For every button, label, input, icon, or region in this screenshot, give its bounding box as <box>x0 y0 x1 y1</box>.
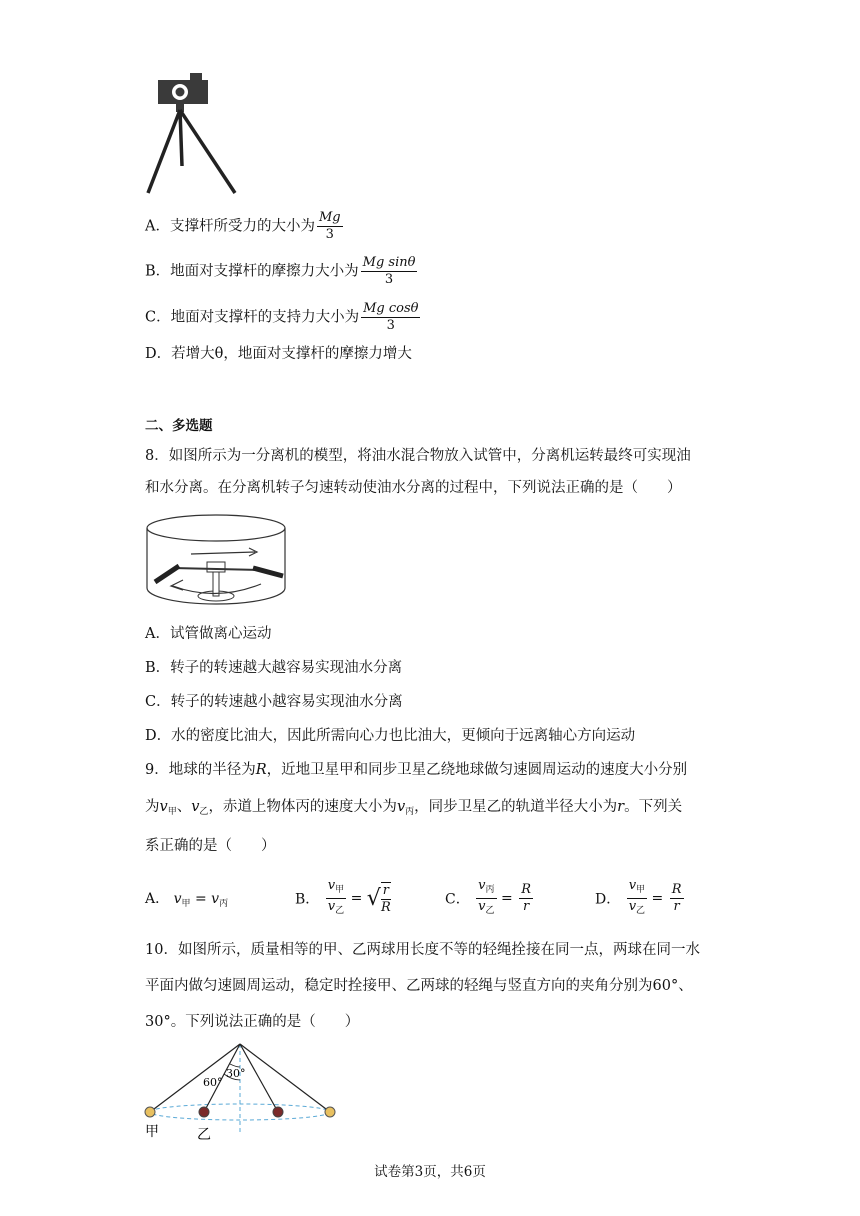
option-letter: A． <box>145 891 170 907</box>
equals: = <box>350 890 363 907</box>
var-v: v <box>211 891 220 907</box>
var-v: v <box>327 878 336 893</box>
fraction <box>476 878 496 919</box>
option-letter: A． <box>145 218 170 235</box>
label-yi: 乙 <box>197 1127 211 1143</box>
q9-stem-line2 <box>145 797 682 822</box>
var-R: R <box>521 882 531 897</box>
subscript: 甲 <box>167 807 177 817</box>
var-r: r <box>382 882 390 898</box>
subscript: 乙 <box>636 906 646 916</box>
option-letter: C． <box>445 891 470 908</box>
var-v: v <box>159 799 168 815</box>
option-letter: D． <box>145 346 172 362</box>
q9-option-d[interactable] <box>595 878 684 919</box>
section-title: 二、多选题 <box>145 418 213 434</box>
var-R: R <box>255 762 267 778</box>
q8-stem-line2: 和水分离。在分离机转子匀速转动使油水分离的过程中，下列说法正确的是（ ） <box>145 480 682 496</box>
var-r: r <box>617 799 625 815</box>
subscript: 乙 <box>335 906 345 916</box>
sqrt-sign-icon: √ <box>366 886 381 911</box>
subscript: 甲 <box>181 899 191 909</box>
fraction-numerator: Mg <box>318 210 341 225</box>
q7-option-b[interactable] <box>145 255 417 288</box>
page-footer: 试卷第3页，共6页 <box>374 1164 486 1180</box>
option-letter: C． <box>145 309 171 326</box>
angle-label-60: 60° <box>203 1076 223 1089</box>
var-v: v <box>173 891 182 907</box>
fraction-numerator: Mg cosθ <box>363 301 419 316</box>
fraction <box>361 301 420 334</box>
var-v: v <box>628 899 637 914</box>
stem-text: ，同步卫星乙的轨道半径大小为 <box>414 799 618 815</box>
q7-option-c[interactable] <box>145 301 420 334</box>
q9-stem-line3: 系正确的是（ ） <box>145 838 276 854</box>
q10-stem-line3: 30°。下列说法正确的是（ ） <box>145 1014 360 1030</box>
var-v: v <box>628 878 637 893</box>
q8-option-a[interactable]: A．试管做离心运动 <box>145 626 272 642</box>
var-v: v <box>478 899 486 914</box>
subscript: 甲 <box>335 885 345 895</box>
q9-option-c[interactable] <box>445 878 533 919</box>
fraction <box>326 878 346 919</box>
stem-text: ，近地卫星甲和同步卫星乙绕地球做匀速圆周运动的速度大小分别 <box>266 762 688 778</box>
conical-pendulum-figure <box>140 1040 350 1144</box>
var-r: r <box>522 899 530 914</box>
fraction <box>519 882 533 915</box>
q8-option-d[interactable]: D．水的密度比油大，因此所需向心力也比油大，更倾向于远离轴心方向运动 <box>145 728 636 744</box>
q7-option-a[interactable] <box>145 210 343 243</box>
option-letter: B． <box>145 263 171 280</box>
q8-option-b[interactable]: B．转子的转速越大越容易实现油水分离 <box>145 660 403 676</box>
option-letter: B． <box>295 891 320 908</box>
subscript: 丙 <box>485 885 495 895</box>
equals: = <box>194 891 207 907</box>
label-jia: 甲 <box>145 1124 159 1140</box>
option-text: 地面对支撑杆的摩擦力大小为 <box>170 263 359 280</box>
fraction-denominator: 3 <box>386 318 395 333</box>
subscript: 丙 <box>219 899 229 909</box>
option-text: 若增大θ，地面对支撑杆的摩擦力增大 <box>171 346 412 362</box>
stem-text: 、 <box>176 799 192 815</box>
var-v: v <box>191 799 200 815</box>
fraction <box>317 210 343 243</box>
fraction-denominator: 3 <box>325 227 334 242</box>
fraction <box>381 882 391 916</box>
subscript: 丙 <box>405 807 415 817</box>
stem-text: 9．地球的半径为 <box>145 762 256 778</box>
subscript: 乙 <box>485 906 495 916</box>
equals: = <box>501 890 513 907</box>
fraction <box>627 878 647 919</box>
subscript: 甲 <box>636 885 646 895</box>
tripod-camera-figure <box>140 68 250 198</box>
option-text: 地面对支撑杆的支持力大小为 <box>170 309 360 326</box>
fraction <box>670 882 684 915</box>
centrifuge-figure <box>143 510 289 610</box>
fraction-denominator: 3 <box>384 272 394 287</box>
q8-option-c[interactable]: C．转子的转速越小越容易实现油水分离 <box>145 694 403 710</box>
q10-stem-line1: 10．如图所示，质量相等的甲、乙两球用长度不等的轻绳拴接在同一点，两球在同一水 <box>145 942 700 958</box>
q9-stem-line1 <box>145 760 687 780</box>
fraction <box>361 255 418 288</box>
equals: = <box>651 890 664 907</box>
var-v: v <box>396 799 406 815</box>
option-letter: D． <box>595 891 621 908</box>
var-v: v <box>478 878 486 893</box>
q7-option-d[interactable] <box>145 344 412 364</box>
q9-option-b[interactable] <box>295 878 391 919</box>
stem-text: 。下列关 <box>624 799 683 815</box>
stem-text: 为 <box>145 799 160 815</box>
fraction-numerator: Mg sinθ <box>362 255 416 270</box>
var-v: v <box>327 899 336 914</box>
option-text: 支撑杆所受力的大小为 <box>169 218 315 235</box>
var-r: r <box>673 899 680 914</box>
q9-option-a[interactable] <box>145 888 228 909</box>
var-R: R <box>671 882 682 897</box>
angle-label-30: 30° <box>226 1067 246 1080</box>
var-R: R <box>381 899 391 915</box>
q10-stem-line2: 平面内做匀速圆周运动，稳定时拴接甲、乙两球的轻绳与竖直方向的夹角分别为60°、 <box>145 978 693 994</box>
stem-text: ，赤道上物体丙的速度大小为 <box>208 799 397 815</box>
q8-stem-line1: 8．如图所示为一分离机的模型，将油水混合物放入试管中，分离机运转最终可实现油 <box>145 448 691 464</box>
subscript: 乙 <box>199 807 209 817</box>
